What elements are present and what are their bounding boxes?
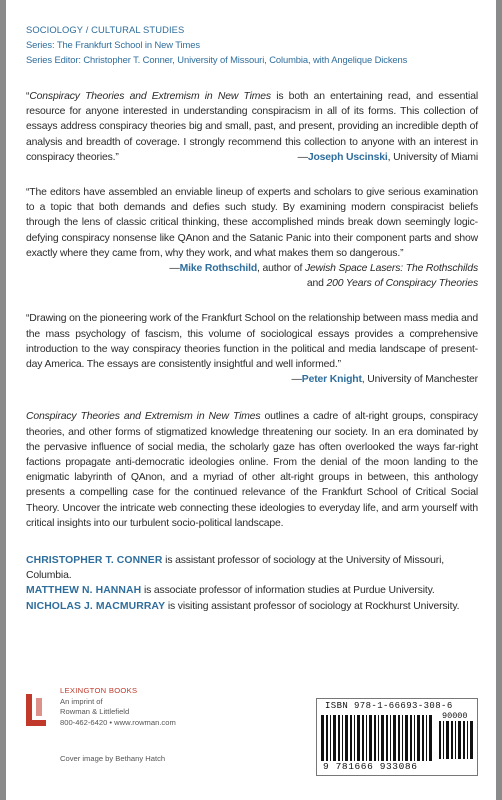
blurb-affiliation: , University of Manchester xyxy=(361,374,478,386)
blurb-rothschild xyxy=(26,185,478,291)
bio-text: is associate professor of information studies at Purdue University. xyxy=(141,585,435,597)
publisher-info xyxy=(60,686,176,728)
attribution-dash: — xyxy=(291,374,302,386)
right-edge-bar xyxy=(496,0,502,800)
isbn-text: ISBN 978-1-66693-308-6 xyxy=(325,701,453,711)
publisher-parent: Rowman & Littlefield xyxy=(60,707,130,716)
cover-footer xyxy=(26,686,478,786)
open-quote: “ xyxy=(26,91,30,102)
category-line: SOCIOLOGY / CULTURAL STUDIES xyxy=(26,24,185,35)
bio-name: MATTHEW N. HANNAH xyxy=(26,585,142,597)
bio-macmurray xyxy=(26,599,478,614)
attribution-dash: — xyxy=(169,263,180,275)
cover-content xyxy=(26,22,478,614)
blurb-affiliation: , University of Miami xyxy=(387,151,478,163)
blurb-author: Mike Rothschild xyxy=(179,263,258,275)
price-code: 90000 xyxy=(442,711,468,721)
price-barcode-bars xyxy=(439,721,473,759)
blurb-body: is both an entertaining read, and essential resource for anyone interested in understanding conspiracism in all of its forms. This collection of essays address conspiracy theories big and small, past, and present, providing an incredible depth of analysis and breadth of coverage. I strongly recommend this collection to anyone with an interest in conspiracy theories.” xyxy=(26,91,478,163)
blurb-attribution xyxy=(26,372,478,387)
blurb-text: “Drawing on the pioneering work of the Frankfurt School on the relationship between mass media and the mass psychology of fascism, this volume of sociological essays provides a comprehensive introduction to the way conspiracy theories function in the political and media landscape of present-day America. The essays are consistently insightful and well informed.” xyxy=(26,313,478,371)
publisher-imprint: An imprint of xyxy=(60,696,103,706)
book-description xyxy=(26,409,478,531)
barcode-bars xyxy=(321,715,433,761)
and-text: and xyxy=(306,278,327,290)
ean-digits: 9 781666 933086 xyxy=(323,761,418,772)
book-title: Conspiracy Theories and Extremism in New Times xyxy=(29,91,271,102)
series-line: Series: The Frankfurt School in New Times xyxy=(26,39,200,50)
book-title: 200 Years of Conspiracy Theories xyxy=(326,278,478,290)
blurb-text xyxy=(26,89,478,165)
publisher-name: LEXINGTON BOOKS xyxy=(60,686,138,695)
blurb-text: “The editors have assembled an enviable lineup of experts and scholars to give serious examination to a topic that both demands and defies such study. By examining modern conspiracist beliefs through the lens of classic critical thinking, these accomplished minds break down seemingly logic-defying conspiracy nonsense like QAnon and the Satanic Panic into their component parts and show exactly where they came from, why they work, and what makes them so dangerous.” xyxy=(26,187,478,259)
blurb-attribution xyxy=(26,261,478,276)
blurb-uscinski xyxy=(26,89,478,165)
description-text xyxy=(26,409,478,531)
blurb-author: Peter Knight xyxy=(301,374,362,386)
series-editor-line: Series Editor: Christopher T. Conner, University of Missouri, Columbia, with Angelique Dickens xyxy=(26,54,408,65)
description-body: outlines a cadre of alt-right groups, conspiracy theories, and other forms of stigmatized knowledge threatening our society. In an era dominated by the pervasive influence of social media, the scholarly gaze has often overlooked the ways far-right factions propagate anti-democratic ideologies online. From the denial of the moon landing to the enigmatic labyrinth of QAnon, and a myriad of other alt-right groups in between, this anthology presents a compelling case for the continued relevance of the Frankfurt School of Critical Social Theory. Uncover the intricate web connecting these ideologies to everyday life, and arm yourself with critical insights into our turbulent socio-political landscape. xyxy=(26,411,478,529)
blurb-affiliation: , author of xyxy=(257,263,305,275)
bio-name: NICHOLAS J. MACMURRAY xyxy=(26,600,166,612)
book-title: Conspiracy Theories and Extremism in New Times xyxy=(26,411,261,423)
attribution-dash: — xyxy=(297,151,308,163)
blurb-knight xyxy=(26,311,478,387)
left-edge-bar xyxy=(0,0,6,800)
bio-text: is assistant professor of sociology at the University of Missouri, Columbia. xyxy=(26,555,445,582)
bio-hannah xyxy=(26,583,478,598)
lexington-logo-icon xyxy=(26,694,46,726)
book-title: Jewish Space Lasers: The Rothschilds xyxy=(304,263,478,275)
editor-bios xyxy=(26,553,478,614)
bio-name: CHRISTOPHER T. CONNER xyxy=(26,555,163,567)
blurb-attribution xyxy=(298,150,478,165)
bio-conner xyxy=(26,553,478,583)
blurb-author: Joseph Uscinski xyxy=(307,151,388,163)
bio-text: is visiting assistant professor of sociology at Rockhurst University. xyxy=(165,600,460,612)
barcode-box xyxy=(316,698,478,776)
blurb-attribution-cont xyxy=(26,276,478,291)
cover-credit: Cover image by Bethany Hatch xyxy=(60,754,166,763)
publisher-contact: 800-462-6420 • www.rowman.com xyxy=(60,717,176,727)
